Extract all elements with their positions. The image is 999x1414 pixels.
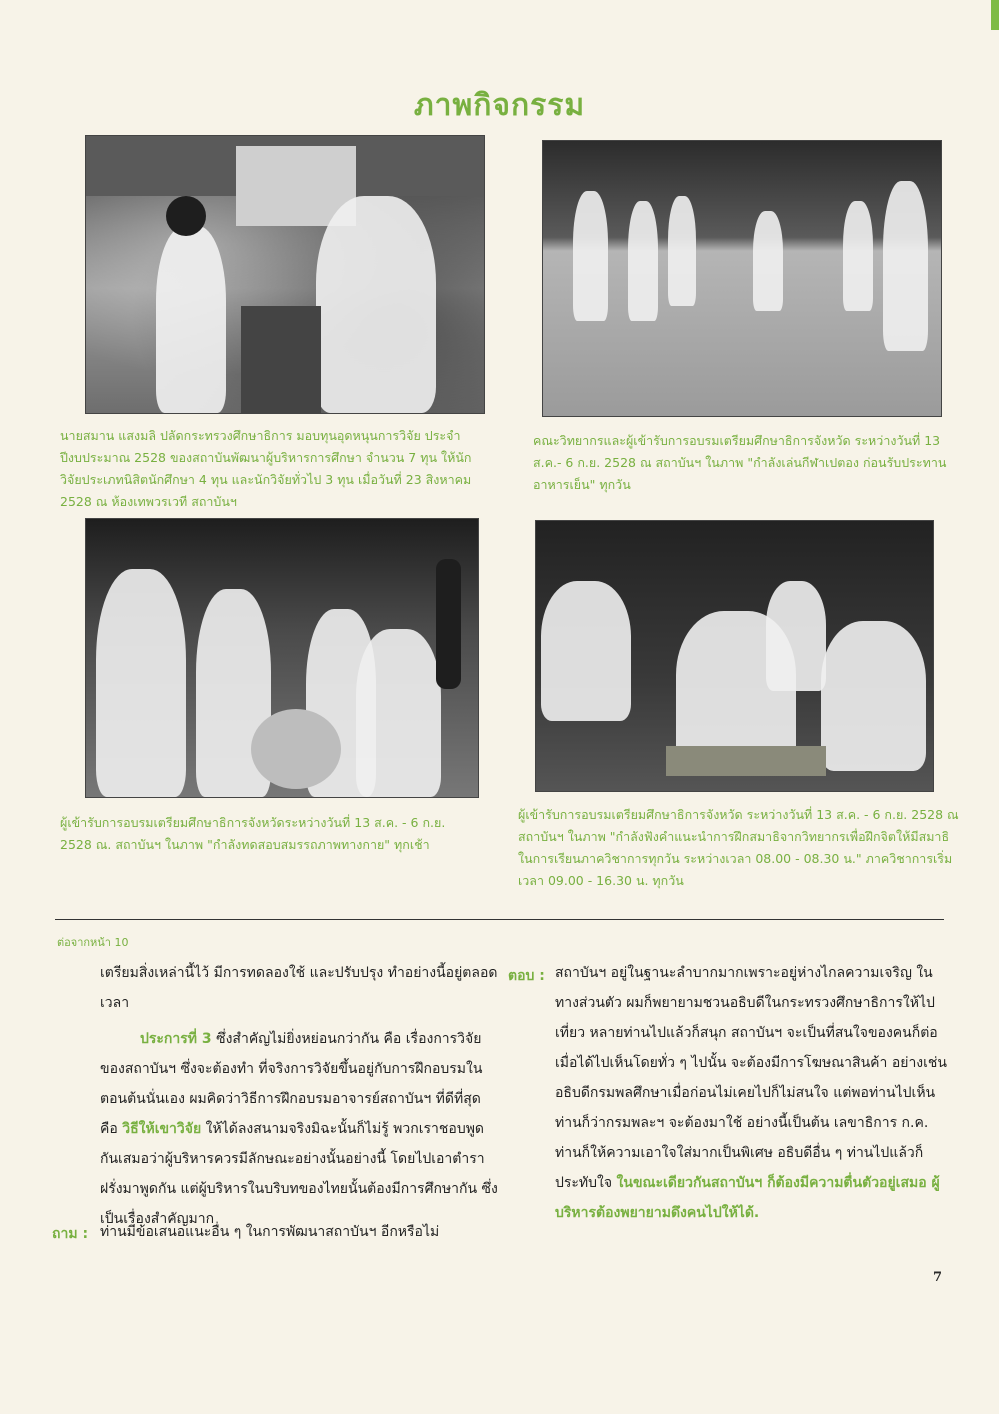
answer-highlight: ในขณะเดียวกันสถาบันฯ ก็ต้องมีความตื่นตัวอยู่เสมอ ผู้บริหารต้องพยายามดึงคนไปให้ได้.	[555, 1175, 940, 1221]
paragraph-1: เตรียมสิ่งเหล่านี้ไว้ มีการทดลองใช้ และปรับปรุง ทำอย่างนี้อยู่ตลอดเวลา	[100, 965, 498, 1011]
highlight-research-method: วิธีให้เขาวิจัย	[122, 1121, 202, 1137]
left-column	[100, 958, 500, 1234]
continued-from-label: ต่อจากหน้า 10	[57, 936, 129, 949]
caption-photo-4: ผู้เข้ารับการอบรมเตรียมศึกษาธิการจังหวัด ระหว่างวันที่ 13 ส.ค. - 6 ก.ย. 2528 ณ สถาบันฯ ในภาพ "กำลังฟังคำแนะนำการฝึกสมาธิจากวิทยากรเพื่อฝึกจิตให้มีสมาธิในการเรียนภาควิชาการทุกวัน ระหว่างเวลา 08.00 - 08.30 น." ภาควิชาการเริ่มเวลา 09.00 - 16.30 น. ทุกวัน	[518, 807, 959, 888]
question-label: ถาม :	[52, 1226, 89, 1242]
photo-meditation	[535, 520, 934, 792]
highlight-point-3: ประการที่ 3	[140, 1031, 212, 1047]
page-number: 7	[932, 1270, 942, 1285]
question-text: ท่านมีข้อเสนอแนะอื่น ๆ ในการพัฒนาสถาบันฯ อีกหรือไม่	[100, 1224, 440, 1240]
section-divider	[55, 919, 944, 920]
photo-award-ceremony	[85, 135, 485, 414]
page-title: ภาพกิจกรรม	[413, 88, 586, 123]
page-edge-mark	[991, 0, 999, 30]
right-column	[555, 958, 950, 1228]
photo-fitness-test	[85, 518, 479, 798]
caption-photo-1: นายสมาน แสงมลิ ปลัดกระทรวงศึกษาธิการ มอบทุนอุดหนุนการวิจัย ประจำปีงบประมาณ 2528 ของสถาบันพัฒนาผู้บริหารการศึกษา จำนวน 7 ทุน ให้นักวิจัยประเภทนิสิตนักศึกษา 4 ทุน และนักวิจัยทั่วไป 3 ทุน เมื่อวันที่ 23 สิงหาคม 2528 ณ ห้องเทพวรเวที สถาบันฯ	[60, 428, 472, 509]
paragraph-2: ประการที่ 3 ซึ่งสำคัญไม่ยิ่งหย่อนกว่ากัน คือ เรื่องการวิจัยของสถาบันฯ ซึ่งจะต้องทำ ที่จริงการวิจัยขึ้นอยู่กับการฝึกอบรมในตอนต้นนั่นเอง ผมคิดว่าวิธีการฝึกอบรมอาจารย์สถาบันฯ ที่ดีที่สุด คือ วิธีให้เขาวิจัย ให้ได้ลงสนามจริงมิฉะนั้นก็ไม่รู้ พวกเราชอบพูดกันเสมอว่าผู้บริหารควรมีลักษณะอย่างนั้นอย่างนี้ โดยไปเอาตำราฝรั่งมาพูดกัน แต่ผู้บริหารในบริบทของไทยนั้นต้องมีการศึกษากัน ซึ่งเป็นเรื่องสำคัญมาก	[100, 1031, 498, 1227]
answer-label: ตอบ :	[508, 968, 545, 984]
caption-photo-3: ผู้เข้ารับการอบรมเตรียมศึกษาธิการจังหวัดระหว่างวันที่ 13 ส.ค. - 6 ก.ย. 2528 ณ. สถาบันฯ ในภาพ "กำลังทดสอบสมรรถภาพทางกาย" ทุกเช้า	[60, 815, 446, 852]
photo-petanque	[542, 140, 942, 417]
answer-text: สถาบันฯ อยู่ในฐานะลำบากมากเพราะอยู่ห่างไกลความเจริญ ในทางส่วนตัว ผมก็พยายามชวนอธิบดีในกระทรวงศึกษาธิการให้ไปเที่ยว หลายท่านไปแล้วก็สนุก สถาบันฯ จะเป็นที่สนใจของคนก็ต่อเมื่อได้ไปเห็นโดยทั่ว ๆ ไปนั้น จะต้องมีการโฆษณาสินค้า อย่างเช่น อธิบดีกรมพลศึกษาเมื่อก่อนไม่เคยไปก็ไม่สนใจ แต่พอท่านไปเห็น ท่านก็ว่ากรมพละฯ จะต้องมาใช้ อย่างนี้เป็นต้น เลขาธิการ ก.ค. ท่านก็ให้ความเอาใจใส่มากเป็นพิเศษ อธิบดีอื่น ๆ ท่านไปแล้วก็ประทับใจ	[555, 965, 947, 1191]
caption-photo-2: คณะวิทยากรและผู้เข้ารับการอบรมเตรียมศึกษาธิการจังหวัด ระหว่างวันที่ 13 ส.ค.- 6 ก.ย. 2528 ณ สถาบันฯ ในภาพ "กำลังเล่นกีฬาเปตอง ก่อนรับประทานอาหารเย็น" ทุกวัน	[533, 433, 947, 492]
